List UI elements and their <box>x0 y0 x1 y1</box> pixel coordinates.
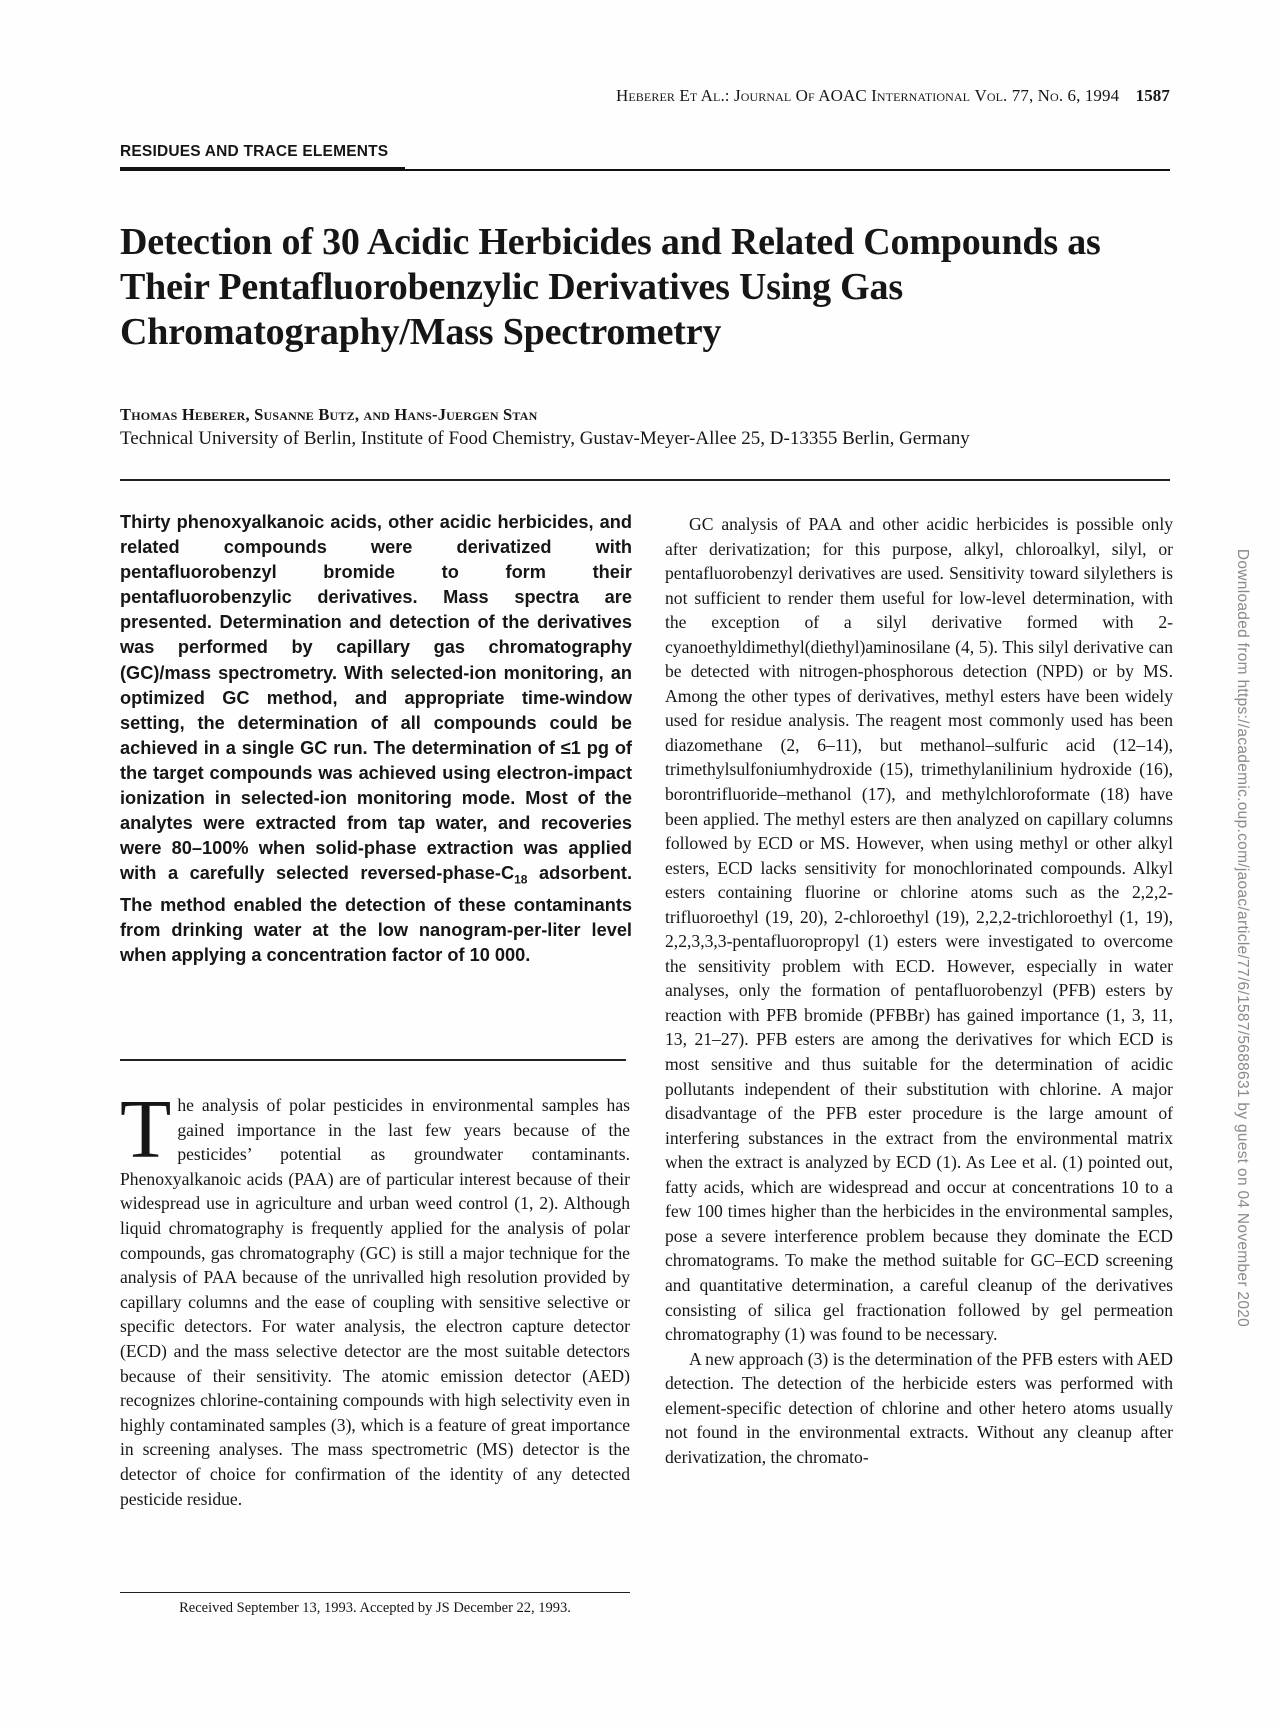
section-underline <box>120 167 405 170</box>
author-list: Thomas Heberer, Susanne Butz, and Hans-Juergen Stan <box>120 405 538 424</box>
abstract-subscript: 18 <box>514 872 528 887</box>
right-column <box>665 512 1173 1469</box>
download-watermark: Downloaded from https://academic.oup.com/jaoac/article/77/6/1587/5688631 by guest on 04 November 2020 <box>1234 548 1251 1328</box>
introduction-paragraph <box>120 1083 630 1511</box>
running-head-authors: Heberer Et Al.: <box>616 86 730 105</box>
page-number: 1587 <box>1135 86 1170 105</box>
footnote-divider <box>120 1592 630 1593</box>
abstract-text: Thirty phenoxyalkanoic acids, other acidic herbicides, and related compounds were derivatized with pentafluorobenzyl bromide to form their pentafluorobenzylic derivatives. Mass spectra are presented. Determination and detection of the derivatives was performed by capillary gas chromatography (GC)/mass spectrometry. With selected-ion monitoring, an optimized GC method, and appropriate time-window setting, the determination of all compounds could be achieved in a single GC run. The determination of ≤1 pg of the target compounds was achieved using electron-impact ionization in selected-ion monitoring mode. Most of the analytes were extracted from tap water, and recoveries were 80–100% when solid-phase extraction was applied with a carefully selected reversed-phase-C <box>120 512 632 884</box>
abstract-divider <box>120 1059 626 1061</box>
body-paragraph-1: GC analysis of PAA and other acidic herbicides is possible only after derivatization; for this purpose, alkyl, chloroalkyl, silyl, or pentafluorobenzyl derivatives are used. Sensitivity toward silylethers is not sufficient to render them useful for low-level determination, with the exception of a silyl derivative formed with 2-cyanoethyldimethyl(diethyl)aminosilane (4, 5). This silyl derivative can be detected with nitrogen-phosphorous detection (NPD) or by MS. Among the other types of derivatives, methyl esters have been widely used for residue analysis. The reagent most commonly used has been diazomethane (2, 6–11), but methanol–sulfuric acid (12–14), trimethylsulfoniumhydroxide (15), trimethylanilinium hydroxide (16), borontrifluoride–methanol (17), and methylchloroformate (18) have been applied. The methyl esters are then analyzed on capillary columns followed by ECD or MS. However, when using methyl or other alkyl esters, ECD lacks sensitivity for monochlorinated compounds. Alkyl esters containing fluorine or chlorine atoms such as the 2,2,2-trifluoroethyl (19, 20), 2-chloroethyl (19), 2,2,2-trichloroethyl (1, 19), 2,2,3,3,3-pentafluoropropyl (1) esters were investigated to overcome the sensitivity problem with ECD. However, especially in water analyses, only the formation of pentafluorobenzyl (PFB) esters by reaction with PFB bromide (PFBBr) has gained importance (1, 3, 11, 13, 21–27). PFB esters are among the derivatives for which ECD is most sensitive and thus suitable for the determination of acidic pollutants independent of their substitution with chlorine. A major disadvantage of the PFB ester procedure is the large amount of interfering substances in the extract from the environmental matrix when the extract is analyzed by ECD (1). As Lee et al. (1) pointed out, fatty acids, which are widespread and occur at concentrations 10 to a few 100 times higher than the herbicides in the environmental samples, pose a severe interference problem because they dominate the ECD chromatograms. To make the method suitable for GC–ECD screening and quantitative determination, a careful cleanup of the derivatives consisting of silica gel fractionation followed by gel permeation chromatography (1) was found to be necessary. <box>665 514 1173 1345</box>
body-paragraph-2: A new approach (3) is the determination of the PFB esters with AED detection. The detection of the herbicide esters was performed with element-specific detection of chlorine and other hetero atoms usually not found in the environmental extracts. Without any cleanup after derivatization, the chromato- <box>665 1348 1173 1467</box>
abstract <box>120 510 632 968</box>
received-footnote: Received September 13, 1993. Accepted by JS December 22, 1993. <box>179 1600 571 1616</box>
article-title: Detection of 30 Acidic Herbicides and Related Compounds as Their Pentafluorobenzylic Derivatives Using Gas Chromatography/Mass Spectrometry <box>120 221 1101 353</box>
drop-cap: T <box>120 1083 172 1176</box>
running-head-issue-year: 6, 1994 <box>1067 86 1120 105</box>
affiliation: Technical University of Berlin, Institute of Food Chemistry, Gustav-Meyer-Allee 25, D-13355 Berlin, Germany <box>120 428 970 449</box>
abstract-text-end: adsorbent. The method enabled the detection of these contaminants from drinking water at the low nanogram-per-liter level when applying a concentration factor of 10 000. <box>120 863 632 966</box>
section-label: RESIDUES AND TRACE ELEMENTS <box>120 143 389 160</box>
header-divider <box>120 479 1170 481</box>
running-head <box>120 86 1170 106</box>
running-head-journal: Journal Of AOAC International <box>734 86 971 105</box>
running-head-vol-label: Vol. <box>974 86 1008 105</box>
running-head-volume-number: 77, <box>1011 86 1034 105</box>
introduction-text: he analysis of polar pesticides in environmental samples has gained importance in the last few years because of the pesticides’ potential as groundwater contaminants. Phenoxyalkanoic acids (PAA) are of particular interest because of their widespread use in agriculture and urban weed control (1, 2). Although liquid chromatography is frequently applied for the analysis of polar compounds, gas chromatography (GC) is still a major technique for the analysis of PAA because of the unrivalled high resolution provided by capillary columns and the ease of coupling with sensitive selective or specific detectors. For water analysis, the electron capture detector (ECD) and the mass selective detector are the most suitable detectors because of their sensitivity. The atomic emission detector (AED) recognizes chlorine-containing compounds with high selectivity even in highly contaminated samples (3), which is a feature of great importance in screening analyses. The mass spectrometric (MS) detector is the detector of choice for confirmation of the identity of any detected pesticide residue. <box>120 1095 630 1509</box>
running-head-no-label: No. <box>1037 86 1064 105</box>
